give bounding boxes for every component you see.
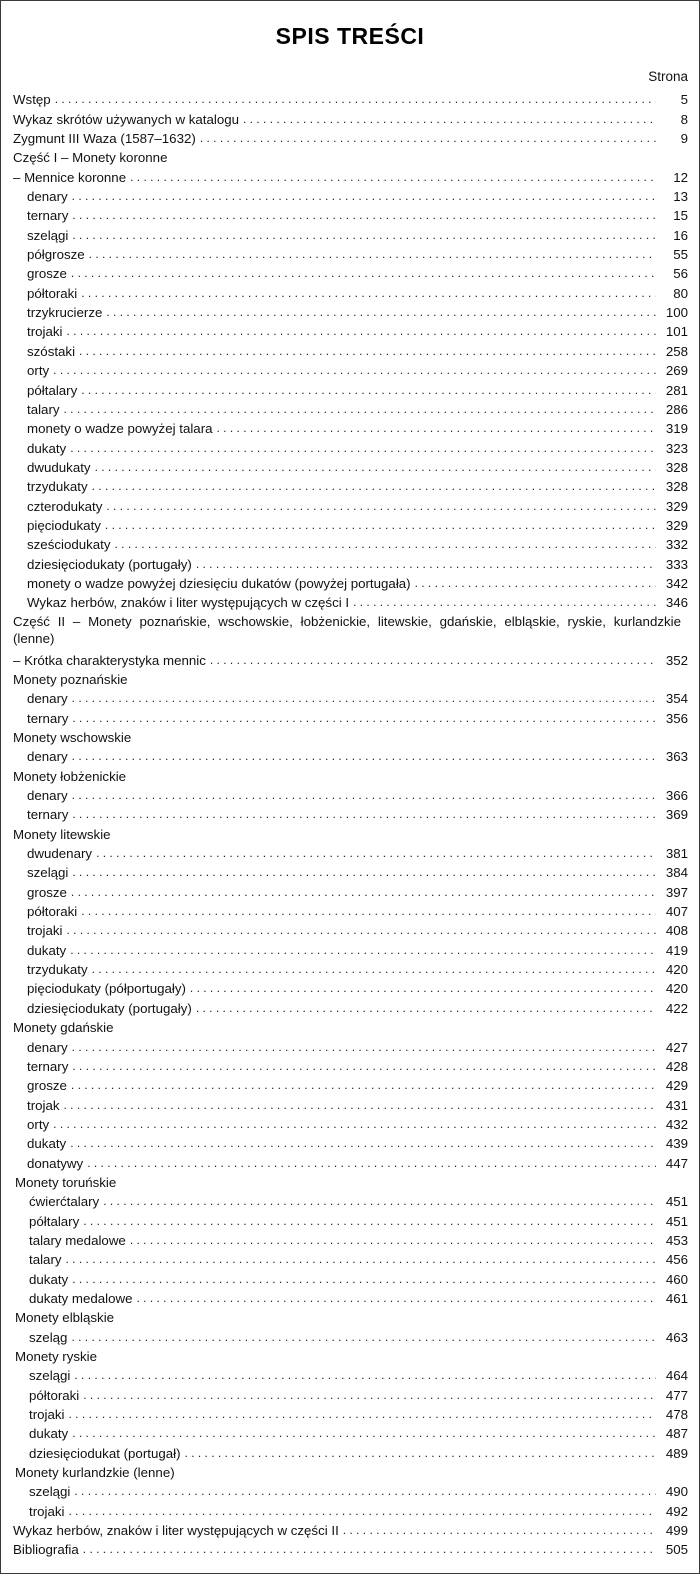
dot-leader — [96, 846, 656, 861]
toc-entry-label: dwudenary — [27, 846, 93, 862]
toc-entry-page-number: 333 — [665, 556, 688, 572]
toc-entry-label: Bibliografia — [13, 1542, 79, 1558]
toc-section-heading — [1, 1016, 699, 1035]
toc-entry-page-number: 328 — [665, 459, 688, 475]
toc-entry-label: trojaki — [27, 923, 63, 939]
page-title: SPIS TREŚCI — [275, 23, 425, 49]
dot-leader — [72, 1272, 656, 1287]
toc-entry-page-number: 354 — [665, 691, 688, 707]
toc-section-heading — [1, 1306, 699, 1325]
toc-entry-label: denary — [27, 691, 68, 707]
toc-entry-label: szóstaki — [27, 343, 76, 359]
toc-entry — [1, 398, 699, 417]
toc-entry-label: szelągi — [29, 1368, 71, 1384]
toc-entry — [1, 1480, 699, 1499]
toc-entry-page-number: 100 — [665, 305, 688, 321]
toc-entry-label: szelągi — [29, 1484, 71, 1500]
toc-entry-page-number: 456 — [665, 1252, 688, 1268]
toc-entry-label: Część I – Monety koronne — [13, 150, 168, 166]
dot-leader — [72, 1040, 656, 1055]
dot-leader — [103, 1194, 656, 1209]
toc-entry-label: – Krótka charakterystyka mennic — [13, 652, 206, 668]
toc-entry-label: orty — [27, 363, 50, 379]
dot-leader — [200, 131, 656, 146]
toc-entry — [1, 1538, 699, 1557]
toc-entry-label: Monety ryskie — [15, 1349, 98, 1364]
toc-entry — [1, 1441, 699, 1460]
toc-entry-label: dziesięciodukat (portugał) — [29, 1445, 181, 1461]
toc-entry-page-number: 342 — [665, 575, 688, 591]
toc-entry — [1, 1267, 699, 1286]
toc-entry — [1, 301, 699, 320]
toc-entry-label: dukaty — [29, 1271, 69, 1287]
toc-entry — [1, 591, 699, 610]
toc-entry-label: Zygmunt III Waza (1587–1632) — [13, 131, 196, 147]
toc-entry — [1, 1229, 699, 1248]
toc-entry-page-number: 384 — [665, 865, 688, 881]
toc-entry-label: dziesięciodukaty (portugały) — [27, 1000, 192, 1016]
toc-list — [1, 88, 699, 1557]
toc-entry-label: półgrosze — [27, 247, 85, 263]
toc-section-heading — [1, 610, 699, 648]
dot-leader — [115, 537, 656, 552]
toc-entry-label: monety o wadze powyżej talara — [27, 421, 213, 437]
toc-entry-page-number: 13 — [673, 189, 688, 205]
toc-entry-page-number: 478 — [665, 1407, 688, 1423]
toc-entry-label: ternary — [27, 208, 69, 224]
toc-entry — [1, 1209, 699, 1228]
toc-entry-label: orty — [27, 1116, 50, 1132]
toc-entry-page-number: 286 — [665, 401, 688, 417]
dot-leader — [190, 981, 656, 996]
toc-entry-page-number: 429 — [665, 1078, 688, 1094]
dot-leader — [136, 1291, 656, 1306]
toc-entry — [1, 1383, 699, 1402]
toc-section-heading — [1, 1461, 699, 1480]
dot-leader — [353, 595, 656, 610]
toc-entry-page-number: 460 — [665, 1271, 688, 1287]
toc-entry-page-number: 428 — [665, 1058, 688, 1074]
dot-leader — [72, 189, 656, 204]
toc-entry-label: półtalary — [29, 1213, 80, 1229]
dot-leader — [130, 1233, 656, 1248]
toc-entry-page-number: 356 — [665, 710, 688, 726]
toc-entry-label: – Mennice koronne — [13, 169, 127, 185]
dot-leader — [92, 479, 656, 494]
dot-leader — [71, 266, 656, 281]
toc-entry — [1, 533, 699, 552]
toc-entry-page-number: 420 — [665, 962, 688, 978]
toc-entry-label: denary — [27, 1039, 68, 1055]
toc-entry-label: trojaki — [29, 1503, 65, 1519]
toc-entry-page-number: 281 — [665, 382, 688, 398]
toc-entry-label: trojaki — [27, 324, 63, 340]
toc-entry — [1, 706, 699, 725]
toc-entry — [1, 1248, 699, 1267]
toc-entry — [1, 107, 699, 126]
toc-entry-label: talary — [29, 1252, 62, 1268]
toc-entry — [1, 1151, 699, 1170]
dot-leader — [71, 1330, 656, 1345]
toc-entry-page-number: 319 — [665, 421, 688, 437]
toc-entry — [1, 977, 699, 996]
dot-leader — [72, 1426, 656, 1441]
toc-entry-page-number: 489 — [665, 1445, 688, 1461]
toc-entry-page-number: 477 — [665, 1387, 688, 1403]
toc-entry-page-number: 427 — [665, 1039, 688, 1055]
toc-entry — [1, 417, 699, 436]
dot-leader — [81, 383, 656, 398]
toc-entry — [1, 88, 699, 107]
toc-entry-page-number: 431 — [665, 1097, 688, 1113]
dot-leader — [185, 1446, 656, 1461]
toc-entry — [1, 165, 699, 184]
toc-entry-page-number: 464 — [665, 1368, 688, 1384]
toc-section-heading — [1, 1345, 699, 1364]
toc-entry — [1, 378, 699, 397]
toc-entry — [1, 784, 699, 803]
toc-entry-label: Wykaz herbów, znaków i liter występujących w części I — [27, 595, 350, 611]
dot-leader — [343, 1523, 656, 1538]
toc-entry — [1, 958, 699, 977]
toc-entry-label: półtoraki — [27, 904, 78, 920]
toc-entry-label: Monety elbląskie — [15, 1310, 115, 1326]
dot-leader — [415, 576, 656, 591]
toc-entry-label: Monety kurlandzkie (lenne) — [15, 1465, 175, 1481]
toc-entry-page-number: 346 — [665, 595, 688, 611]
toc-entry-label: grosze — [27, 1078, 67, 1094]
dot-leader — [71, 1078, 656, 1093]
toc-entry-page-number: 451 — [665, 1194, 688, 1210]
toc-entry-label: denary — [27, 788, 68, 804]
toc-entry-page-number: 451 — [665, 1213, 688, 1229]
toc-entry-label: dziesięciodukaty (portugały) — [27, 556, 192, 572]
toc-entry-label: dukaty medalowe — [29, 1290, 133, 1306]
toc-entry-page-number: 432 — [665, 1116, 688, 1132]
toc-entry-page-number: 408 — [665, 923, 688, 939]
toc-entry-label: Wykaz herbów, znaków i liter występujących w części II — [13, 1523, 339, 1539]
toc-section-heading — [1, 1171, 699, 1190]
toc-entry-label: talary medalowe — [29, 1232, 126, 1248]
toc-entry — [1, 1190, 699, 1209]
dot-leader — [196, 1001, 656, 1016]
dot-leader — [70, 943, 656, 958]
toc-entry-page-number: 492 — [665, 1503, 688, 1519]
toc-entry-label: trojak — [27, 1097, 60, 1113]
dot-leader — [72, 711, 656, 726]
dot-leader — [72, 1059, 656, 1074]
toc-entry-page-number: 419 — [665, 942, 688, 958]
dot-leader — [105, 518, 656, 533]
toc-entry-page-number: 101 — [665, 324, 688, 340]
toc-entry — [1, 1132, 699, 1151]
dot-leader — [130, 170, 656, 185]
toc-entry — [1, 552, 699, 571]
dot-leader — [66, 1252, 656, 1267]
toc-entry — [1, 1287, 699, 1306]
dot-leader — [70, 1136, 656, 1151]
toc-entry-label: trzykrucierze — [27, 305, 103, 321]
toc-entry-label: ternary — [27, 710, 69, 726]
toc-entry-page-number: 499 — [665, 1523, 688, 1539]
toc-entry-label: trzydukaty — [27, 479, 88, 495]
toc-entry-page-number: 80 — [673, 285, 688, 301]
toc-entry — [1, 475, 699, 494]
toc-entry-label: ternary — [27, 807, 69, 823]
toc-entry-label: Wykaz skrótów używanych w katalogu — [13, 111, 240, 127]
toc-section-heading — [1, 764, 699, 783]
dot-leader — [74, 1484, 656, 1499]
toc-entry-page-number: 420 — [665, 981, 688, 997]
toc-entry-label: monety o wadze powyżej dziesięciu dukatów (powyżej portugała) — [27, 575, 411, 591]
toc-entry-label: szeląg — [29, 1329, 68, 1345]
dot-leader — [81, 286, 656, 301]
toc-entry — [1, 359, 699, 378]
toc-entry-page-number: 487 — [665, 1426, 688, 1442]
toc-entry-label: Monety litewskie — [13, 826, 111, 842]
toc-entry — [1, 1325, 699, 1344]
toc-entry — [1, 456, 699, 475]
toc-entry — [1, 648, 699, 667]
dot-leader — [106, 499, 656, 514]
toc-entry-page-number: 329 — [665, 517, 688, 533]
toc-entry — [1, 223, 699, 242]
dot-leader — [70, 441, 656, 456]
toc-entry — [1, 745, 699, 764]
toc-entry-page-number: 15 — [673, 208, 688, 224]
toc-entry — [1, 880, 699, 899]
toc-entry-page-number: 269 — [665, 363, 688, 379]
dot-leader — [66, 324, 656, 339]
toc-entry — [1, 996, 699, 1015]
toc-entry-label: sześciodukaty — [27, 537, 111, 553]
toc-entry — [1, 1422, 699, 1441]
dot-leader — [71, 885, 656, 900]
dot-leader — [72, 749, 656, 764]
toc-entry-label: trzydukaty — [27, 962, 88, 978]
dot-leader — [68, 1407, 656, 1422]
toc-entry-label: szelągi — [27, 227, 69, 243]
toc-entry — [1, 803, 699, 822]
toc-entry — [1, 842, 699, 861]
dot-leader — [95, 460, 656, 475]
dot-leader — [83, 1388, 656, 1403]
toc-entry-label: Monety toruńskie — [15, 1174, 117, 1190]
dot-leader — [89, 247, 656, 262]
toc-entry-page-number: 407 — [665, 904, 688, 920]
toc-entry — [1, 900, 699, 919]
toc-entry-label: denary — [27, 749, 68, 765]
toc-entry-label: czterodukaty — [27, 498, 103, 514]
page-column-header: Strona — [648, 69, 688, 84]
toc-entry — [1, 919, 699, 938]
dot-leader — [196, 557, 656, 572]
toc-entry — [1, 185, 699, 204]
toc-entry — [1, 687, 699, 706]
toc-entry — [1, 1364, 699, 1383]
dot-leader — [243, 112, 656, 127]
toc-entry-label: donatywy — [27, 1155, 84, 1171]
toc-entry-page-number: 16 — [673, 227, 688, 243]
toc-entry-label: Monety gdańskie — [13, 1020, 114, 1036]
dot-leader — [72, 691, 656, 706]
toc-entry-label: dukaty — [27, 1136, 67, 1152]
toc-entry — [1, 1519, 699, 1538]
dot-leader — [72, 865, 656, 880]
dot-leader — [72, 807, 656, 822]
toc-entry-label: szelągi — [27, 865, 69, 881]
toc-entry-label: grosze — [27, 884, 67, 900]
toc-entry-label: grosze — [27, 266, 67, 282]
toc-entry-label: półtalary — [27, 382, 78, 398]
toc-section-heading — [1, 726, 699, 745]
toc-entry-label: talary — [27, 401, 60, 417]
toc-entry — [1, 861, 699, 880]
toc-entry-label: Monety łobżenickie — [13, 768, 127, 784]
toc-entry-label: ćwierćtalary — [29, 1194, 100, 1210]
toc-entry-page-number: 12 — [673, 169, 688, 185]
toc-entry-label: denary — [27, 189, 68, 205]
toc-entry-page-number: 328 — [665, 479, 688, 495]
toc-entry-label: dwudukaty — [27, 459, 91, 475]
toc-entry — [1, 243, 699, 262]
toc-entry-page-number: 505 — [665, 1542, 688, 1558]
toc-entry-page-number: 5 — [680, 92, 688, 108]
toc-entry-page-number: 439 — [665, 1136, 688, 1152]
toc-entry-page-number: 381 — [665, 846, 688, 862]
toc-entry-label: ternary — [27, 1058, 69, 1074]
toc-entry-page-number: 447 — [665, 1155, 688, 1171]
toc-entry — [1, 1074, 699, 1093]
toc-entry-page-number: 323 — [665, 440, 688, 456]
dot-leader — [55, 92, 656, 107]
toc-entry-label: Monety wschowskie — [13, 730, 132, 745]
toc-entry-page-number: 397 — [665, 884, 688, 900]
toc-entry-page-number: 332 — [665, 537, 688, 553]
dot-leader — [92, 962, 656, 977]
toc-entry-page-number: 9 — [680, 131, 688, 147]
toc-entry-label: dukaty — [29, 1426, 69, 1442]
toc-entry-page-number: 453 — [665, 1232, 688, 1248]
toc-section-heading — [1, 668, 699, 687]
toc-entry-page-number: 352 — [665, 652, 688, 668]
toc-entry-page-number: 463 — [665, 1329, 688, 1345]
toc-entry — [1, 1403, 699, 1422]
toc-entry-label: Część II – Monety poznańskie, wschowskie, łobżenickie, litewskie, gdańskie, elbląskie, ryskie, kurlandzkie (lenne) — [13, 614, 681, 647]
toc-entry-label: dukaty — [27, 440, 67, 456]
toc-entry — [1, 1499, 699, 1518]
dot-leader — [72, 228, 656, 243]
toc-entry-page-number: 56 — [673, 266, 688, 282]
toc-entry-page-number: 369 — [665, 807, 688, 823]
toc-entry-page-number: 8 — [680, 111, 688, 127]
toc-entry — [1, 281, 699, 300]
toc-entry — [1, 1093, 699, 1112]
dot-leader — [66, 923, 656, 938]
dot-leader — [83, 1214, 656, 1229]
toc-entry-page-number: 258 — [665, 343, 688, 359]
toc-entry — [1, 1035, 699, 1054]
dot-leader — [79, 344, 656, 359]
toc-entry-page-number: 422 — [665, 1000, 688, 1016]
dot-leader — [217, 421, 656, 436]
toc-entry-page-number: 329 — [665, 498, 688, 514]
toc-entry-label: pięciodukaty (półportugały) — [27, 981, 186, 997]
toc-entry-label: półtoraki — [29, 1387, 80, 1403]
toc-entry — [1, 1113, 699, 1132]
toc-entry — [1, 494, 699, 513]
toc-section-heading — [1, 146, 699, 165]
toc-entry — [1, 938, 699, 957]
dot-leader — [72, 208, 656, 223]
toc-entry — [1, 127, 699, 146]
dot-leader — [83, 1542, 656, 1557]
dot-leader — [210, 653, 656, 668]
toc-entry-label: dukaty — [27, 942, 67, 958]
toc-entry — [1, 436, 699, 455]
toc-entry — [1, 262, 699, 281]
toc-entry — [1, 572, 699, 591]
toc-entry — [1, 1055, 699, 1074]
toc-entry-page-number: 366 — [665, 788, 688, 804]
dot-leader — [53, 1117, 656, 1132]
dot-leader — [53, 363, 656, 378]
dot-leader — [64, 1098, 656, 1113]
toc-entry-page-number: 55 — [673, 247, 688, 263]
dot-leader — [106, 305, 656, 320]
toc-entry — [1, 320, 699, 339]
toc-entry-label: półtoraki — [27, 285, 78, 301]
toc-entry-page-number: 363 — [665, 749, 688, 765]
toc-entry-label: Wstęp — [13, 92, 51, 108]
toc-entry-label: Monety poznańskie — [13, 671, 128, 687]
dot-leader — [72, 788, 656, 803]
toc-entry — [1, 514, 699, 533]
toc-entry-label: trojaki — [29, 1407, 65, 1423]
dot-leader — [64, 402, 656, 417]
dot-leader — [87, 1156, 656, 1171]
dot-leader — [74, 1368, 656, 1383]
toc-entry-page-number: 490 — [665, 1484, 688, 1500]
toc-entry — [1, 339, 699, 358]
dot-leader — [81, 904, 656, 919]
toc-entry-page-number: 461 — [665, 1290, 688, 1306]
toc-entry — [1, 204, 699, 223]
toc-section-heading — [1, 822, 699, 841]
toc-entry-label: pięciodukaty — [27, 517, 101, 533]
dot-leader — [68, 1504, 656, 1519]
